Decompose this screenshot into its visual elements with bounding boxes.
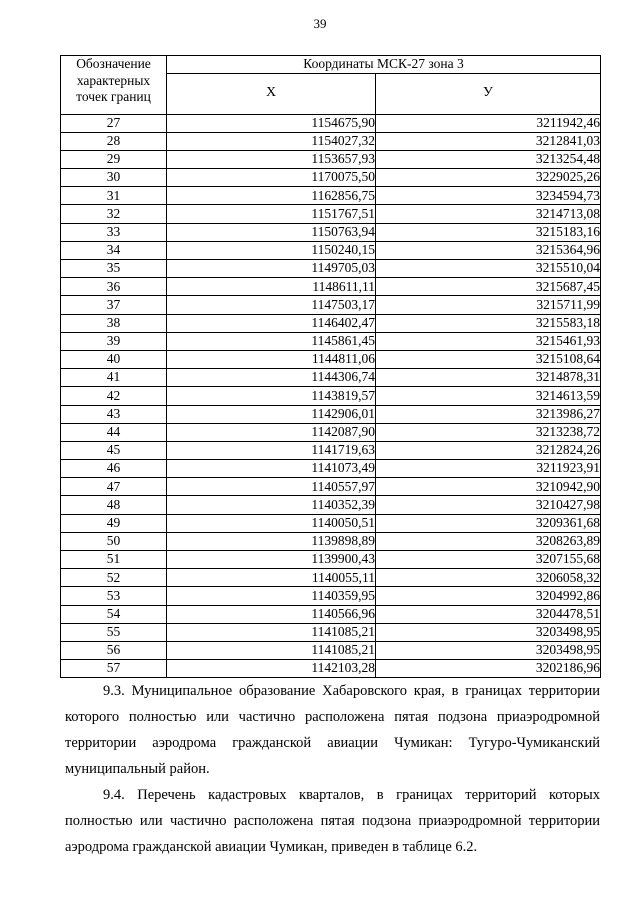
- table-row: [61, 514, 601, 532]
- point-number-cell: 54: [61, 605, 167, 623]
- x-coordinate-cell: 1142087,90: [167, 423, 376, 441]
- table-row: [61, 478, 601, 496]
- point-number-cell: 47: [61, 478, 167, 496]
- table-row: [61, 660, 601, 678]
- point-number-cell: 28: [61, 132, 167, 150]
- y-coordinate-cell: 3213238,72: [376, 423, 601, 441]
- page-number: 39: [313, 16, 327, 31]
- table-row: [61, 369, 601, 387]
- x-coordinate-cell: 1144811,06: [167, 350, 376, 368]
- y-coordinate-cell: 3215687,45: [376, 278, 601, 296]
- y-coordinate-cell: 3215583,18: [376, 314, 601, 332]
- point-number-cell: 45: [61, 441, 167, 459]
- table-row: [61, 423, 601, 441]
- point-number-cell: 35: [61, 260, 167, 278]
- y-coordinate-cell: 3213254,48: [376, 150, 601, 168]
- x-coordinate-cell: 1142906,01: [167, 405, 376, 423]
- table-row: [61, 278, 601, 296]
- y-coordinate-cell: 3215183,16: [376, 223, 601, 241]
- x-coordinate-cell: 1142103,28: [167, 660, 376, 678]
- point-number-cell: 37: [61, 296, 167, 314]
- table-row: [61, 332, 601, 350]
- y-coordinate-cell: 3214713,08: [376, 205, 601, 223]
- x-coordinate-cell: 1141073,49: [167, 460, 376, 478]
- y-coordinate-cell: 3207155,68: [376, 551, 601, 569]
- table-row: [61, 532, 601, 550]
- point-number-cell: 43: [61, 405, 167, 423]
- x-coordinate-cell: 1140359,95: [167, 587, 376, 605]
- y-coordinate-cell: 3209361,68: [376, 514, 601, 532]
- point-number-cell: 49: [61, 514, 167, 532]
- point-number-cell: 32: [61, 205, 167, 223]
- y-coordinate-cell: 3211923,91: [376, 460, 601, 478]
- y-coordinate-cell: 3210427,98: [376, 496, 601, 514]
- point-number-cell: 42: [61, 387, 167, 405]
- y-coordinate-cell: 3215108,64: [376, 350, 601, 368]
- y-coordinate-cell: 3215510,04: [376, 260, 601, 278]
- table-row: [61, 223, 601, 241]
- x-coordinate-cell: 1140055,11: [167, 569, 376, 587]
- point-number-cell: 36: [61, 278, 167, 296]
- header-x: Х: [167, 73, 376, 114]
- point-number-cell: 27: [61, 114, 167, 132]
- x-coordinate-cell: 1150240,15: [167, 241, 376, 259]
- table-row: [61, 241, 601, 259]
- point-number-cell: 55: [61, 623, 167, 641]
- point-number-cell: 38: [61, 314, 167, 332]
- header-point-designation: Обозначение характерных точек границ: [61, 56, 167, 115]
- table-row: [61, 150, 601, 168]
- paragraph-9-3-text: 9.3. Муниципальное образование Хабаровского края, в границах территории которого полностью или частично расположена пятая подзона приаэродромной территории аэродрома гражданской авиации Чумикан: Тугуро-Чумиканский муниципальный район.: [65, 683, 600, 777]
- table-row: [61, 132, 601, 150]
- table-row: [61, 641, 601, 659]
- x-coordinate-cell: 1148611,11: [167, 278, 376, 296]
- point-number-cell: 41: [61, 369, 167, 387]
- x-coordinate-cell: 1170075,50: [167, 169, 376, 187]
- point-number-cell: 30: [61, 169, 167, 187]
- point-number-cell: 57: [61, 660, 167, 678]
- y-coordinate-cell: 3229025,26: [376, 169, 601, 187]
- table-row: [61, 296, 601, 314]
- y-coordinate-cell: 3215461,93: [376, 332, 601, 350]
- table-row: [61, 623, 601, 641]
- paragraph-9-3: [65, 678, 600, 782]
- header-coordinates-group: Координаты МСК-27 зона 3: [167, 56, 601, 74]
- table-row: [61, 551, 601, 569]
- point-number-cell: 56: [61, 641, 167, 659]
- point-number-cell: 51: [61, 551, 167, 569]
- point-number-cell: 33: [61, 223, 167, 241]
- y-coordinate-cell: 3214878,31: [376, 369, 601, 387]
- y-coordinate-cell: 3234594,73: [376, 187, 601, 205]
- x-coordinate-cell: 1141719,63: [167, 441, 376, 459]
- y-coordinate-cell: 3203498,95: [376, 623, 601, 641]
- point-number-cell: 46: [61, 460, 167, 478]
- point-number-cell: 50: [61, 532, 167, 550]
- table-row: [61, 405, 601, 423]
- y-coordinate-cell: 3215364,96: [376, 241, 601, 259]
- point-number-cell: 39: [61, 332, 167, 350]
- x-coordinate-cell: 1144306,74: [167, 369, 376, 387]
- paragraph-9-4: [65, 782, 600, 860]
- y-coordinate-cell: 3206058,32: [376, 569, 601, 587]
- x-coordinate-cell: 1153657,93: [167, 150, 376, 168]
- y-coordinate-cell: 3208263,89: [376, 532, 601, 550]
- point-number-cell: 40: [61, 350, 167, 368]
- paragraph-9-4-text: 9.4. Перечень кадастровых кварталов, в границах территорий которых полностью или частично расположена пятая подзона приаэродромной территории аэродрома гражданской авиации Чумикан, приведен в таблице 6.2.: [65, 787, 600, 855]
- x-coordinate-cell: 1140566,96: [167, 605, 376, 623]
- table-row: [61, 350, 601, 368]
- point-number-cell: 44: [61, 423, 167, 441]
- table-row: [61, 496, 601, 514]
- table-row: [61, 569, 601, 587]
- x-coordinate-cell: 1141085,21: [167, 623, 376, 641]
- table-row: [61, 169, 601, 187]
- x-coordinate-cell: 1140557,97: [167, 478, 376, 496]
- table-row: [61, 260, 601, 278]
- table-row: [61, 387, 601, 405]
- table-row: [61, 114, 601, 132]
- x-coordinate-cell: 1146402,47: [167, 314, 376, 332]
- table-row: [61, 587, 601, 605]
- point-number-cell: 53: [61, 587, 167, 605]
- point-number-cell: 34: [61, 241, 167, 259]
- x-coordinate-cell: 1139900,43: [167, 551, 376, 569]
- table-row: [61, 314, 601, 332]
- table-row: [61, 441, 601, 459]
- table-row: [61, 605, 601, 623]
- x-coordinate-cell: 1143819,57: [167, 387, 376, 405]
- x-coordinate-cell: 1140352,39: [167, 496, 376, 514]
- y-coordinate-cell: 3212841,03: [376, 132, 601, 150]
- point-number-cell: 52: [61, 569, 167, 587]
- y-coordinate-cell: 3203498,95: [376, 641, 601, 659]
- table-row: [61, 205, 601, 223]
- y-coordinate-cell: 3212824,26: [376, 441, 601, 459]
- x-coordinate-cell: 1154675,90: [167, 114, 376, 132]
- x-coordinate-cell: 1140050,51: [167, 514, 376, 532]
- table-row: [61, 460, 601, 478]
- x-coordinate-cell: 1150763,94: [167, 223, 376, 241]
- y-coordinate-cell: 3213986,27: [376, 405, 601, 423]
- x-coordinate-cell: 1151767,51: [167, 205, 376, 223]
- y-coordinate-cell: 3204992,86: [376, 587, 601, 605]
- point-number-cell: 31: [61, 187, 167, 205]
- point-number-cell: 48: [61, 496, 167, 514]
- y-coordinate-cell: 3214613,59: [376, 387, 601, 405]
- table-body: [61, 114, 601, 678]
- x-coordinate-cell: 1154027,32: [167, 132, 376, 150]
- x-coordinate-cell: 1139898,89: [167, 532, 376, 550]
- y-coordinate-cell: 3211942,46: [376, 114, 601, 132]
- y-coordinate-cell: 3204478,51: [376, 605, 601, 623]
- point-number-cell: 29: [61, 150, 167, 168]
- x-coordinate-cell: 1162856,75: [167, 187, 376, 205]
- x-coordinate-cell: 1141085,21: [167, 641, 376, 659]
- coordinates-table: [60, 55, 601, 678]
- table-row: [61, 187, 601, 205]
- y-coordinate-cell: 3215711,99: [376, 296, 601, 314]
- header-y: У: [376, 73, 601, 114]
- x-coordinate-cell: 1145861,45: [167, 332, 376, 350]
- x-coordinate-cell: 1149705,03: [167, 260, 376, 278]
- y-coordinate-cell: 3202186,96: [376, 660, 601, 678]
- x-coordinate-cell: 1147503,17: [167, 296, 376, 314]
- y-coordinate-cell: 3210942,90: [376, 478, 601, 496]
